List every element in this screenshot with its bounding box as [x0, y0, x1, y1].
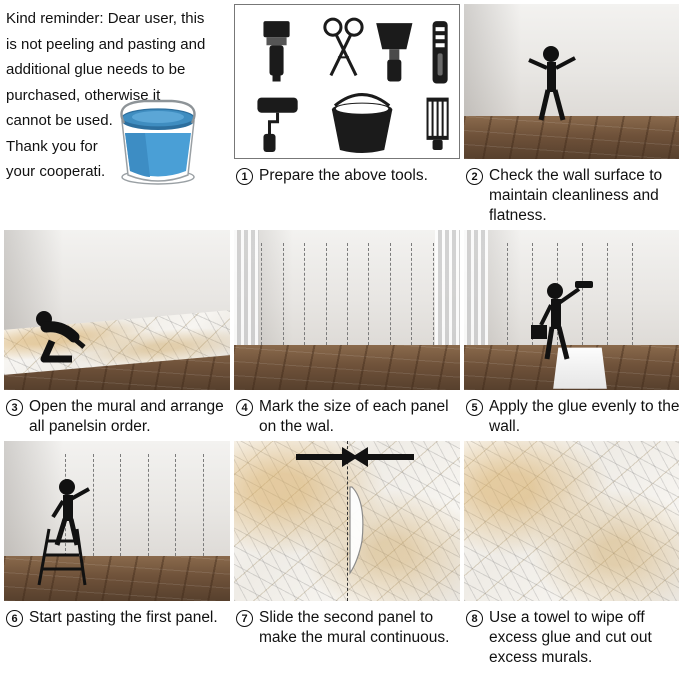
notched-trowel-icon — [427, 98, 449, 150]
step-1-cell — [234, 4, 460, 226]
step-number: 7 — [236, 610, 253, 627]
arrows-overlay — [234, 441, 460, 601]
person-checking-wall — [464, 4, 679, 159]
step-2-caption — [464, 159, 679, 226]
step-5-caption — [464, 390, 679, 437]
person-on-ladder-pasting — [4, 441, 230, 601]
person-applying-glue — [464, 230, 679, 390]
reminder-line: Thank you for — [6, 137, 98, 155]
tools-illustration — [234, 4, 460, 159]
step-5-cell — [464, 230, 679, 437]
step-number: 1 — [236, 168, 253, 185]
step-8-caption — [464, 601, 679, 668]
person-unrolling-mural — [4, 230, 230, 390]
step-text: Mark the size of each panel on the wal. — [259, 398, 449, 435]
reminder-text-block — [4, 4, 230, 180]
bucket-icon — [332, 95, 392, 153]
reminder-line: additional glue needs to be — [6, 61, 186, 78]
step-4-caption — [234, 390, 460, 437]
step-7-cell — [234, 441, 460, 668]
step-number: 2 — [466, 168, 483, 185]
putty-knife-icon — [376, 23, 412, 81]
step-7-caption — [234, 601, 460, 648]
step-text: Prepare the above tools. — [259, 167, 428, 184]
step-text: Slide the second panel to make the mural continuous. — [259, 609, 450, 646]
reminder-cell — [4, 4, 230, 226]
step-text: Use a towel to wipe off excess glue and cut out excess murals. — [489, 609, 652, 666]
step-3-caption — [4, 390, 230, 437]
steps-grid — [4, 4, 679, 668]
tools-svg — [235, 5, 459, 158]
step-6-cell — [4, 441, 230, 668]
peeling-panel-corner — [350, 487, 363, 573]
arrow-left-icon — [352, 447, 414, 467]
step-2-cell — [464, 4, 679, 226]
wall-with-marked-panels — [234, 230, 460, 390]
utility-knife-icon — [433, 21, 448, 83]
step-text: Check the wall surface to maintain cleanliness and flatness. — [489, 167, 663, 224]
step-number: 6 — [6, 610, 23, 627]
step-text: Open the mural and arrange all panelsin order. — [29, 398, 224, 435]
step-number: 3 — [6, 399, 23, 416]
panel-guide-lines — [261, 243, 433, 345]
step-number: 8 — [466, 610, 483, 627]
reminder-line: purchased, otherwise it — [6, 86, 161, 104]
paint-roller-icon — [257, 98, 297, 152]
step-text: Start pasting the first panel. — [29, 609, 218, 626]
sliding-panels-arrows — [234, 441, 460, 601]
arrow-right-icon — [296, 447, 358, 467]
person-kneeling-icon — [22, 307, 102, 369]
paint-brush-icon — [263, 21, 289, 81]
step-number: 5 — [466, 399, 483, 416]
step-4-cell — [234, 230, 460, 437]
step-3-cell — [4, 230, 230, 437]
reminder-line: is not peeling and pasting and — [6, 35, 206, 53]
reminder-line: your cooperati. — [6, 163, 106, 180]
scissors-icon — [325, 19, 362, 75]
person-rolling-glue-icon — [525, 275, 611, 365]
reminder-line: cannot be used. — [6, 112, 113, 129]
finished-marble-mural — [464, 441, 679, 601]
step-number: 4 — [236, 399, 253, 416]
step-1-caption — [234, 159, 460, 186]
person-figure-icon — [521, 44, 591, 124]
glue-bucket-icon — [104, 97, 212, 189]
reminder-line: Kind reminder: Dear user, this — [6, 10, 205, 27]
step-text: Apply the glue evenly to the wall. — [489, 398, 679, 435]
step-6-caption — [4, 601, 230, 628]
step-8-cell — [464, 441, 679, 668]
ladder-and-person-icon — [27, 473, 127, 593]
